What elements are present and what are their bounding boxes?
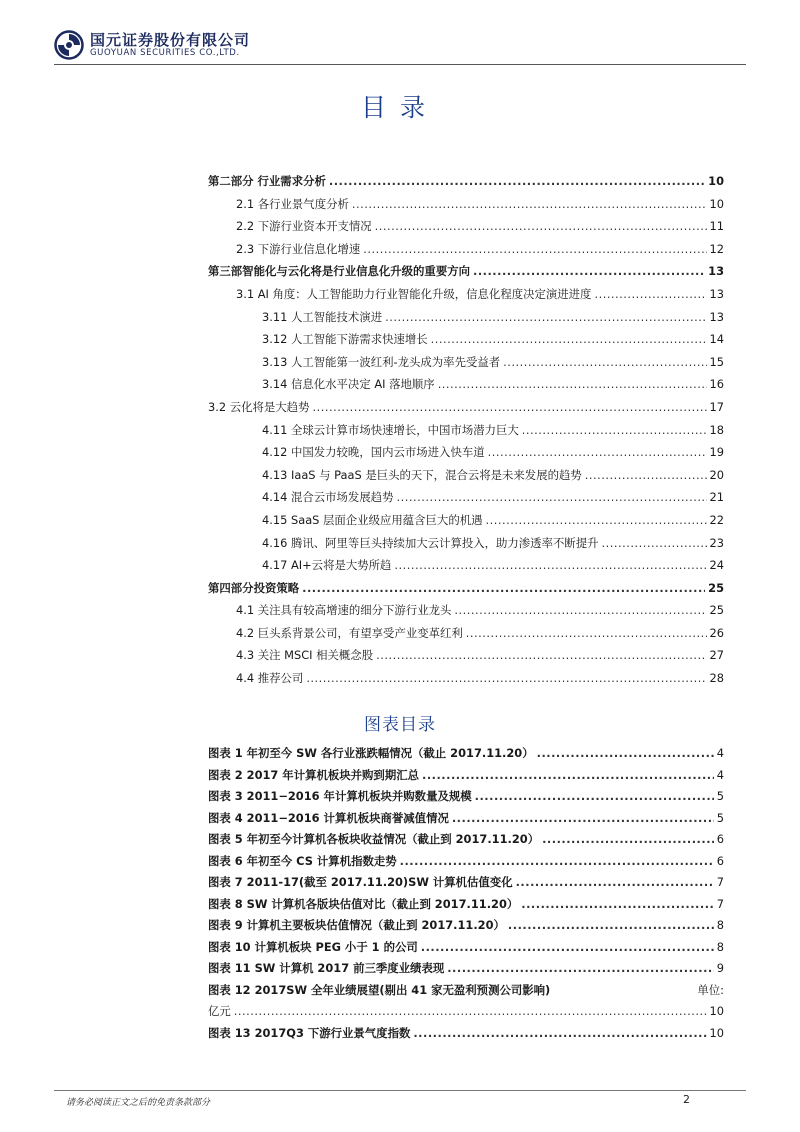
entry-page-number: 26 [709, 625, 724, 640]
dot-leader [400, 851, 714, 873]
entry-title: 4.3 关注 MSCI 相关概念股 [236, 648, 374, 663]
dot-leader [594, 283, 706, 306]
entry-title: 3.14 信息化水平决定 AI 落地顺序 [262, 377, 435, 392]
dot-leader [542, 829, 714, 851]
entry-title: 图表 9 计算机主要板块估值情况（截止到 2017.11.20） [208, 918, 505, 932]
entry-page-number: 27 [709, 648, 724, 663]
entry-page-number: 10 [709, 1004, 724, 1018]
dot-leader [422, 765, 714, 787]
dot-leader [438, 373, 707, 396]
entry-page-number: 5 [716, 810, 724, 825]
dot-leader [486, 509, 707, 532]
dot-leader [473, 260, 705, 283]
dot-leader [452, 808, 714, 830]
entry-title: 3.1 AI 角度：人工智能助力行业智能化升级，信息化程度决定演进进度 [236, 286, 592, 301]
entry-title: 4.12 中国发力较晚，国内云市场进入快车道 [262, 445, 485, 460]
figure-entry[interactable] [208, 829, 724, 851]
entry-page-number: 4 [716, 767, 724, 782]
entry-page-number: 25 [708, 580, 724, 595]
toc-entry[interactable] [208, 396, 724, 419]
figure-entry-continuation[interactable] [208, 1001, 724, 1023]
toc-entry[interactable] [208, 509, 724, 532]
entry-page-number: 12 [709, 241, 724, 256]
entry-page-number: 7 [716, 875, 724, 889]
figure-entry[interactable] [208, 958, 724, 980]
entry-title: 图表 7 2011-17(截至 2017.11.20)SW 计算机估值变化 [208, 875, 513, 889]
entry-title-continuation: 亿元 [208, 1004, 231, 1018]
entry-page-number: 10 [709, 196, 724, 211]
entry-title: 图表 10 计算机板块 PEG 小于 1 的公司 [208, 939, 418, 954]
entry-page-number: 20 [709, 467, 724, 482]
figure-entry[interactable] [208, 937, 724, 959]
entry-page-number: 7 [716, 896, 724, 911]
dot-leader [488, 441, 707, 464]
dot-leader [521, 894, 713, 916]
toc-entry[interactable] [208, 577, 724, 600]
unit-label: 单位: [697, 982, 724, 997]
figure-entry[interactable] [208, 1023, 724, 1045]
figure-entry[interactable] [208, 851, 724, 873]
entry-title: 图表 13 2017Q3 下游行业景气度指数 [208, 1025, 411, 1040]
entry-page-number: 14 [709, 332, 724, 347]
company-name-cn: 国元证券股份有限公司 [90, 31, 251, 49]
entry-title: 图表 8 SW 计算机各版块估值对比（截止到 2017.11.20） [208, 896, 519, 911]
dot-leader [312, 396, 706, 419]
entry-title: 图表 2 2017 年计算机板块并购到期汇总 [208, 767, 419, 782]
dot-leader [602, 532, 707, 555]
table-of-contents [208, 170, 724, 690]
entry-page-number: 6 [716, 853, 724, 868]
entry-page-number: 18 [709, 422, 724, 437]
entry-page-number: 11 [709, 219, 724, 234]
dot-leader [454, 599, 706, 622]
entry-title: 3.13 人工智能第一波红利-龙头成为率先受益者 [262, 354, 501, 369]
toc-entry[interactable] [208, 441, 724, 464]
toc-entry[interactable] [208, 170, 724, 193]
dot-leader [537, 743, 714, 765]
entry-title: 4.15 SaaS 层面企业级应用蕴含巨大的机遇 [262, 512, 483, 527]
entry-title: 2.3 下游行业信息化增速 [236, 241, 361, 256]
dot-leader [376, 644, 706, 667]
dot-leader [385, 306, 706, 329]
entry-title: 3.11 人工智能技术演进 [262, 309, 383, 324]
toc-entry[interactable] [208, 260, 724, 283]
entry-page-number: 10 [708, 174, 724, 188]
figure-entry[interactable] [208, 808, 724, 830]
dot-leader [585, 464, 707, 487]
figure-entry[interactable] [208, 894, 724, 916]
entry-page-number: 17 [709, 399, 724, 414]
dot-leader [503, 351, 706, 374]
entry-title: 4.17 AI+云将是大势所趋 [262, 558, 392, 573]
entry-page-number: 24 [709, 558, 724, 573]
entry-title: 图表 4 2011−2016 计算机板块商誉减值情况 [208, 810, 449, 825]
page-number: 2 [683, 1093, 690, 1106]
figure-entry[interactable] [208, 786, 724, 808]
dot-leader [413, 1023, 706, 1045]
toc-entry[interactable] [208, 238, 724, 261]
entry-page-number: 13 [709, 286, 724, 301]
footer-divider [54, 1090, 746, 1091]
header-divider [54, 64, 746, 65]
dot-leader [516, 872, 714, 894]
dot-leader [306, 667, 706, 690]
toc-entry[interactable] [208, 644, 724, 667]
entry-page-number: 25 [709, 603, 724, 618]
dot-leader [394, 554, 706, 577]
entry-page-number: 9 [716, 961, 724, 975]
dot-leader [234, 1001, 707, 1023]
dot-leader [466, 622, 707, 645]
entry-title: 4.1 关注具有较高增速的细分下游行业龙头 [236, 603, 452, 618]
figure-entry[interactable] [208, 872, 724, 894]
toc-entry[interactable] [208, 599, 724, 622]
figure-entry[interactable] [208, 765, 724, 787]
entry-page-number: 19 [709, 445, 724, 460]
entry-page-number: 6 [716, 832, 724, 846]
entry-page-number: 28 [709, 671, 724, 686]
toc-entry[interactable] [208, 193, 724, 216]
dot-leader [397, 486, 707, 509]
figure-entry[interactable] [208, 915, 724, 937]
entry-title: 4.14 混合云市场发展趋势 [262, 490, 394, 505]
figures-title: 图表目录 [364, 715, 436, 735]
entry-title: 第二部分 行业需求分析 [208, 174, 326, 188]
entry-page-number: 21 [709, 490, 724, 505]
toc-entry[interactable] [208, 215, 724, 238]
entry-page-number: 8 [716, 918, 724, 932]
entry-page-number: 8 [716, 939, 724, 954]
dot-leader [352, 193, 707, 216]
toc-entry[interactable] [208, 667, 724, 690]
figure-entry[interactable] [208, 743, 724, 765]
entry-title: 3.2 云化将是大趋势 [208, 399, 310, 414]
page-title: 目录 [360, 93, 439, 122]
guoyuan-logo-icon [54, 30, 84, 60]
entry-title: 图表 3 2011−2016 年计算机板块并购数量及规模 [208, 789, 472, 803]
entry-title: 4.4 推荐公司 [236, 671, 304, 686]
entry-title: 4.13 IaaS 与 PaaS 是巨头的天下，混合云将是未来发展的趋势 [262, 467, 582, 482]
entry-page-number: 4 [716, 746, 724, 760]
dot-leader [522, 419, 707, 442]
entry-title: 图表 12 2017SW 全年业绩展望(剔出 41 家无盈利预测公司影响) [208, 982, 551, 997]
entry-page-number: 5 [716, 789, 724, 803]
toc-entry[interactable] [208, 554, 724, 577]
dot-leader [363, 238, 706, 261]
entry-title: 图表 1 年初至今 SW 各行业涨跌幅情况（截止 2017.11.20） [208, 746, 534, 760]
company-name-en: GUOYUAN SECURITIES CO.,LTD. [90, 48, 240, 58]
dot-leader [421, 937, 714, 959]
figure-entry[interactable] [208, 980, 724, 1002]
entry-title: 图表 6 年初至今 CS 计算机指数走势 [208, 853, 397, 868]
toc-entry[interactable] [208, 351, 724, 374]
entry-title: 第三部智能化与云化将是行业信息化升级的重要方向 [208, 264, 470, 279]
entry-title: 图表 11 SW 计算机 2017 前三季度业绩表现 [208, 961, 445, 975]
entry-page-number: 13 [709, 309, 724, 324]
entry-title: 第四部分投资策略 [208, 580, 300, 595]
dot-leader [508, 915, 714, 937]
toc-entry[interactable] [208, 419, 724, 442]
toc-entry[interactable] [208, 532, 724, 555]
entry-title: 2.1 各行业景气度分析 [236, 196, 349, 211]
entry-page-number: 13 [708, 264, 724, 279]
footer-disclaimer: 请务必阅读正文之后的免责条款部分 [66, 1098, 211, 1108]
entry-title: 4.16 腾讯、阿里等巨头持续加大云计算投入，助力渗透率不断提升 [262, 535, 599, 550]
toc-entry[interactable] [208, 622, 724, 645]
entry-page-number: 23 [709, 535, 724, 550]
dot-leader [302, 577, 705, 600]
page-header [54, 28, 754, 62]
dot-leader [431, 328, 707, 351]
toc-entry[interactable] [208, 486, 724, 509]
dot-leader [475, 786, 714, 808]
list-of-figures [208, 743, 724, 1044]
entry-title: 图表 5 年初至今计算机各板块收益情况（截止到 2017.11.20） [208, 832, 540, 846]
toc-entry[interactable] [208, 306, 724, 329]
entry-page-number: 22 [709, 512, 724, 527]
entry-title: 4.11 全球云计算市场快速增长，中国市场潜力巨大 [262, 422, 519, 437]
entry-title: 3.12 人工智能下游需求快速增长 [262, 332, 428, 347]
toc-entry[interactable] [208, 283, 724, 306]
dot-leader [329, 170, 705, 193]
entry-title: 2.2 下游行业资本开支情况 [236, 219, 372, 234]
toc-entry[interactable] [208, 328, 724, 351]
dot-leader [447, 958, 714, 980]
toc-entry[interactable] [208, 373, 724, 396]
entry-page-number: 16 [709, 377, 724, 392]
entry-page-number: 15 [709, 354, 724, 369]
toc-entry[interactable] [208, 464, 724, 487]
entry-title: 4.2 巨头系背景公司，有望享受产业变革红利 [236, 625, 463, 640]
entry-page-number: 10 [709, 1025, 724, 1040]
dot-leader [375, 215, 707, 238]
